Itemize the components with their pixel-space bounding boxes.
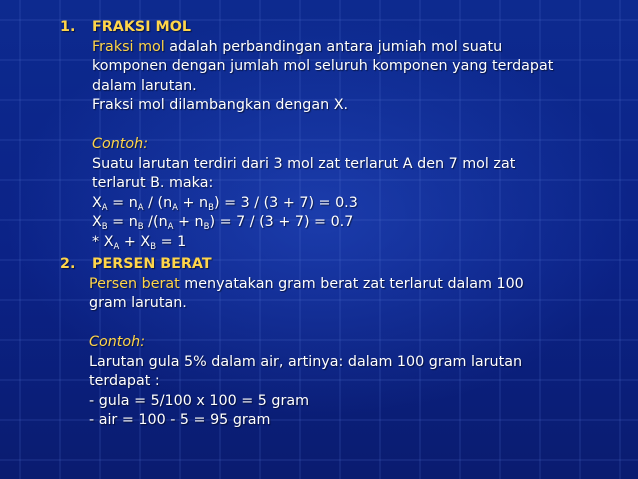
section-body-fraksi-mol	[60, 38, 620, 253]
formula-text: = 1	[156, 233, 187, 250]
subscript-b: B	[137, 222, 144, 232]
definition-line: Fraksi mol dilambangkan dengan X.	[92, 97, 349, 113]
definition-line	[89, 275, 620, 295]
formula-text: +	[173, 214, 195, 230]
formula-text: =	[107, 194, 129, 211]
formula-text: ) = 3 / (3 + 7) = 0.3	[213, 194, 358, 211]
definition-line: dalam larutan.	[92, 77, 197, 94]
subscript-a: A	[101, 202, 108, 213]
symbol-n: n	[128, 194, 138, 211]
symbol-n: n	[194, 214, 204, 230]
subscript-a: A	[167, 222, 174, 232]
example-line: terlarut B. maka:	[92, 175, 214, 191]
example-line: Larutan gula 5% dalam air, artinya: dalam 100 gram larutan	[89, 353, 523, 370]
subscript-a: A	[113, 241, 120, 252]
formula-xa	[92, 194, 620, 214]
formula-text: /(	[143, 214, 159, 230]
example-line: - air = 100 - 5 = 95 gram	[89, 412, 271, 428]
symbol-x: X	[103, 233, 114, 250]
symbol-x: X	[92, 194, 102, 211]
example-line: - gula = 5/100 x 100 = 5 gram	[89, 392, 310, 409]
definition-text: adalah perbandingan antara jumiah mol suatu	[164, 38, 503, 55]
definition-term: Persen berat	[89, 275, 180, 292]
section-number: 2.	[60, 256, 76, 272]
symbol-x: X	[92, 214, 102, 230]
symbol-n: n	[158, 214, 168, 230]
slide-content	[60, 18, 620, 431]
example-line: Suatu larutan terdiri dari 3 mol zat terlarut A den 7 mol zat	[92, 155, 516, 172]
definition-line: komponen dengan jumlah mol seluruh komponen yang terdapat	[92, 58, 554, 74]
definition-term: Fraksi mol	[92, 38, 165, 55]
formula-sum	[92, 233, 620, 253]
formula-xb	[92, 213, 620, 233]
section-title: FRAKSI MOL	[92, 19, 192, 35]
definition-text: menyatakan gram berat zat terlarut dalam 100	[179, 275, 524, 292]
formula-text: ) = 7 / (3 + 7) = 0.7	[209, 214, 354, 230]
subscript-b: B	[203, 222, 210, 232]
symbol-n: n	[199, 194, 209, 211]
section-heading-persen-berat	[60, 255, 620, 275]
subscript-b: B	[150, 241, 157, 252]
definition-line: gram larutan.	[89, 295, 187, 311]
symbol-n: n	[163, 194, 173, 211]
spacer	[92, 116, 620, 136]
formula-text: =	[107, 214, 129, 230]
example-label: Contoh:	[89, 334, 146, 350]
subscript-a: A	[137, 202, 144, 213]
symbol-x: X	[140, 233, 151, 250]
formula-text: +	[177, 194, 200, 211]
definition-line	[92, 38, 620, 58]
subscript-b: B	[101, 222, 108, 232]
spacer	[89, 314, 620, 334]
symbol-n: n	[128, 214, 138, 230]
subscript-a: A	[172, 202, 178, 213]
section-heading-fraksi-mol	[60, 18, 620, 38]
formula-text: / (	[143, 194, 164, 211]
section-number: 1.	[60, 19, 76, 35]
section-title: PERSEN BERAT	[92, 256, 212, 272]
section-body-persen-berat	[60, 275, 620, 431]
subscript-b: B	[208, 202, 214, 213]
formula-text: +	[119, 233, 141, 250]
example-line: terdapat :	[89, 373, 160, 389]
example-label: Contoh:	[92, 136, 149, 152]
formula-text: *	[92, 233, 104, 250]
